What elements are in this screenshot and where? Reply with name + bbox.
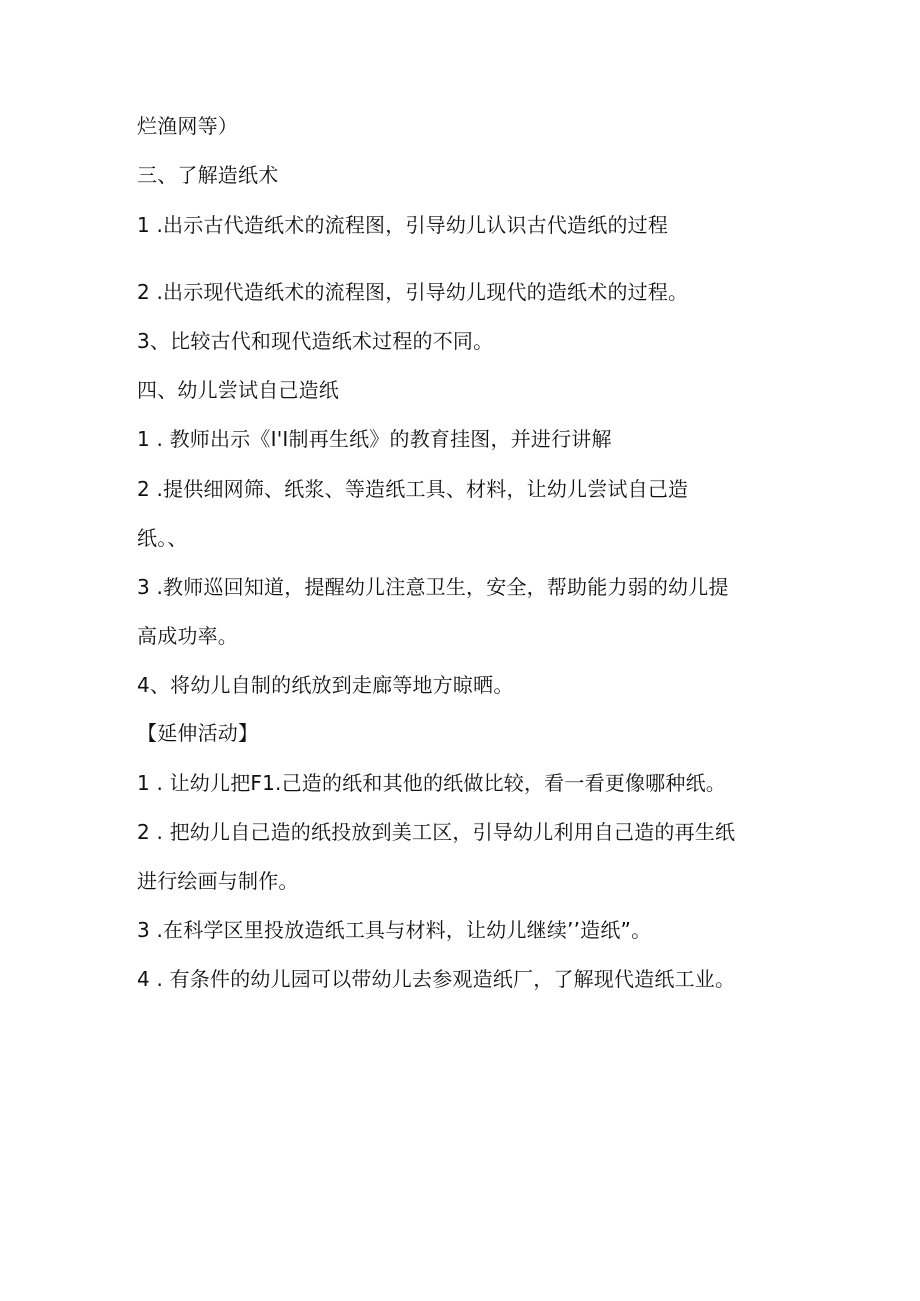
list-item: 3 .在科学区里投放造纸工具与材料，让幼儿继续’’造纸”。 — [137, 918, 652, 942]
list-item: 2 . 把幼儿自己造的纸投放到美工区，引导幼儿利用自己造的再生纸 — [137, 820, 736, 844]
list-item: 2 .提供细网筛、纸浆、等造纸工具、材料，让幼儿尝试自己造 — [137, 477, 689, 501]
list-item-continuation: 高成功率。 — [137, 624, 238, 648]
list-item: 3、比较古代和现代造纸术过程的不同。 — [137, 329, 494, 353]
section-heading: 【延伸活动】 — [137, 721, 259, 745]
list-item: 4、将幼儿自制的纸放到走廊等地方晾晒。 — [137, 673, 514, 697]
list-item: 4 . 有条件的幼儿园可以带幼儿去参观造纸厂，了解现代造纸工业。 — [137, 967, 736, 991]
list-item: 1 . 让幼儿把F1.己造的纸和其他的纸做比较，看一看更像哪种纸。 — [137, 771, 726, 795]
list-item: 1 . 教师出示《I'I制再生纸》的教育挂图，并进行讲解 — [137, 427, 612, 451]
list-item: 3 .教师巡回知道，提醒幼儿注意卫生，安全，帮助能力弱的幼儿提 — [137, 575, 729, 599]
section-heading: 三、了解造纸术 — [137, 163, 279, 187]
list-item: 1 .出示古代造纸术的流程图，引导幼儿认识古代造纸的过程 — [137, 213, 669, 237]
text-line: 烂渔网等） — [137, 114, 238, 138]
section-heading: 四、幼儿尝试自己造纸 — [137, 378, 339, 402]
list-item: 2 .出示现代造纸术的流程图，引导幼儿现代的造纸术的过程。 — [137, 280, 689, 304]
list-item-continuation: 纸。、 — [137, 526, 188, 550]
list-item-continuation: 进行绘画与制作。 — [137, 869, 299, 893]
